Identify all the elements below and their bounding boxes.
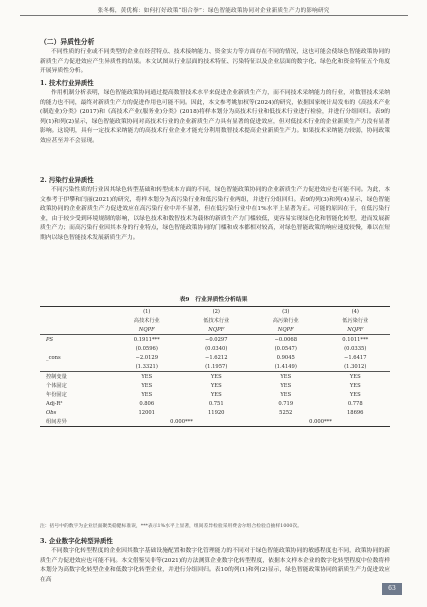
se-cell: (1.3012) <box>344 363 367 370</box>
se-cell: (0.0335) <box>344 345 367 352</box>
diff-cell: 0.000*** <box>112 417 251 427</box>
table-row <box>40 390 390 399</box>
table-corner-cell <box>40 307 112 317</box>
table-depvar-row <box>40 325 390 335</box>
table-cell: YES <box>141 382 153 389</box>
depvar-label: NQPF <box>138 326 155 333</box>
table-cell: YES <box>141 391 153 398</box>
row-label: 控制变量 <box>40 372 112 382</box>
row-label: 年份固定 <box>46 392 67 398</box>
running-header: 张冬梅，黄优梅：如何打好政策“组合拳”：绿色智能政策协同对企业新质生产力的影响研究 <box>97 8 330 14</box>
table-cell: YES <box>112 372 182 382</box>
diff-cell: 0.000*** <box>251 417 390 427</box>
coef-cell: 0.1011*** <box>321 335 391 345</box>
table-cell: 5252 <box>279 409 293 416</box>
row-label: PS <box>40 335 112 345</box>
table-cell: 0.751 <box>208 400 224 407</box>
se-cell: (0.0596) <box>135 345 158 352</box>
table-cell: 0.806 <box>139 400 155 407</box>
coef-cell: −0.0297 <box>182 335 252 345</box>
tech-paragraph: 作用机制分析表明，绿色智能政策协同通过提高数智技术水平来促进企业新质生产力，而不同技术采纳能力的行业，对数智技术采纳的能力也不同，最终对新质生产力的促进作用也可能不同。因此，本文参考姚加权等(2024)的研究，依据国家统计局发布的《高技术产业(制造业)分类》(2017)和《高技术产业(服务业)分类》(2018)将样本划分为高技术行业和低技术行业进行检验，并进行分组回归。表9的列(1)和列(2)显示，绿色智能政策协同对高技术行业的企业新质生产力具有显著的促进效应，但对低技术行业的企业新质生产力没有显著影响。这说明，具有一定技术采纳能力的高技术行业企业才能充分利用数智技术提高企业新质生产力。如果技术采纳能力较弱，协同政策效应甚至并不会显现。 <box>40 90 390 144</box>
table-cell: YES <box>349 391 361 398</box>
group-label: 高污染行业 <box>272 318 299 324</box>
table-row <box>40 408 390 417</box>
coef-cell: −1.6212 <box>205 354 228 361</box>
coef-cell: −0.0068 <box>251 335 321 345</box>
pollution-paragraph: 不同污染性质的行业因其绿色转型基础和转型成本方面的不同，绿色智能政策协同的企业新质生产力促进效应也可能不同。为此，本文参考于伊攀和闫丽(2021)的研究，将样本划分为高污染行业和低污染行业两组，并进行分组回归。表9的列(3)和列(4)显示，绿色智能政策协同的企业新质生产力促进效应在高污染行业中并不显著，但在低污染行业中在1%水平上显著为正。可能的原因在于，在低污染行业，由于较少受到环境规制的影响，以绿色技术和数智技术为载体的新质生产力门槛较低，更容易实现绿色化和智能化转型，进而发展新质生产力；而高污染行业因其本身的行业特点，绿色智能政策协同的门槛和成本都相对较高，对绿色智能政策的响应速度较慢，难以在短期内以绿色智能技术发展新质生产力。 <box>40 187 390 241</box>
table-group-row <box>40 316 390 325</box>
table-row <box>40 399 390 408</box>
column-number: (4) <box>321 307 391 317</box>
group-label: 低技术行业 <box>203 318 230 324</box>
section-title: （二）异质性分析 <box>40 38 95 46</box>
table-cell: 12001 <box>138 409 155 416</box>
table-cell: YES <box>280 382 292 389</box>
results-table <box>40 306 390 427</box>
table-row <box>40 353 390 362</box>
subsection-title-pollution: 2. 污染行业异质性 <box>40 176 94 184</box>
table-cell: 18696 <box>346 409 364 416</box>
table-cell: 0.778 <box>347 400 363 407</box>
se-cell: (1.1957) <box>205 363 228 370</box>
table-cell: YES <box>280 391 292 398</box>
row-label: 个体固定 <box>46 383 67 389</box>
group-label: 低污染行业 <box>342 318 369 324</box>
coef-cell: −1.6417 <box>344 354 367 361</box>
table-row <box>40 372 390 382</box>
subsection-title-tech: 1. 技术行业异质性 <box>40 79 94 87</box>
table-cell: YES <box>210 391 222 398</box>
table-cell: YES <box>349 382 361 389</box>
table-caption: 表9 行业异质性分析结果 <box>179 297 248 303</box>
column-number: (1) <box>112 307 182 317</box>
table-cell: 11920 <box>207 409 225 416</box>
table-row <box>40 381 390 390</box>
intro-paragraph: 不同性质的行业或不同类型的企业在经营特点、技术接纳能力、资金实力等方面存在不同的情况，这也可能会使绿色智能政策协同的新质生产力促进效应产生异质性的结果。本文试图从行业层面的技术特征、污染特征以及企业层面的数字化、绿色化和资金特征五个角度开展异质性分析。 <box>40 49 390 75</box>
row-label: 组间差异 <box>40 417 112 427</box>
table-cell: YES <box>182 372 252 382</box>
header-rule <box>20 15 408 16</box>
coef-cell: 0.9045 <box>276 354 295 361</box>
column-number: (3) <box>251 307 321 317</box>
se-cell: (1.4149) <box>274 363 297 370</box>
table-row <box>40 417 390 427</box>
coef-cell: 0.1911*** <box>112 335 182 345</box>
table-note: 注：括号中的数字为企业层面聚类稳健标准误，***表示1%水平上显著，组间差异检验采用费舍尔组合检验自抽样1000次。 <box>40 524 303 529</box>
column-number: (2) <box>182 307 252 317</box>
row-label: Obs <box>46 409 57 416</box>
row-label: _cons <box>46 354 61 361</box>
coef-cell: −2.0129 <box>135 354 158 361</box>
subsection-title-digital: 3. 企业数字化转型异质性 <box>40 537 113 545</box>
row-label: Adj-R² <box>46 400 63 407</box>
depvar-label: NQPF <box>347 326 364 333</box>
depvar-label: NQPF <box>208 326 225 333</box>
se-cell: (1.3321) <box>135 363 158 370</box>
table-header-row <box>40 307 390 317</box>
table-cell: YES <box>251 372 321 382</box>
se-cell: (0.0340) <box>205 345 228 352</box>
table-cell: YES <box>210 382 222 389</box>
table-cell: 0.719 <box>278 400 294 407</box>
table-cell: YES <box>321 372 391 382</box>
depvar-label: NQPF <box>277 326 294 333</box>
table-row <box>40 335 390 345</box>
table-row <box>40 344 390 353</box>
se-cell: (0.0547) <box>274 345 297 352</box>
digital-paragraph: 不同数字化转型程度的企业因其数字基础设施配置和数字化管理能力的不同对于绿色智能政策协同的敏感程度也不同，政策协同的新质生产力促进效应也可能不同。本文借鉴吴非等(2021)的方法测算企业数字化转型程度，依据本文样本企业的数字化转型程度中位数将样本划分为高数字化转型企业和低数字化转型企业，并进行分组回归。表10的列(1)和列(2)显示，绿色智能政策协同的新质生产力促进效应在高 <box>40 548 390 583</box>
group-label: 高技术行业 <box>133 318 160 324</box>
table-row <box>40 362 390 372</box>
page-number: 63 <box>382 583 402 595</box>
